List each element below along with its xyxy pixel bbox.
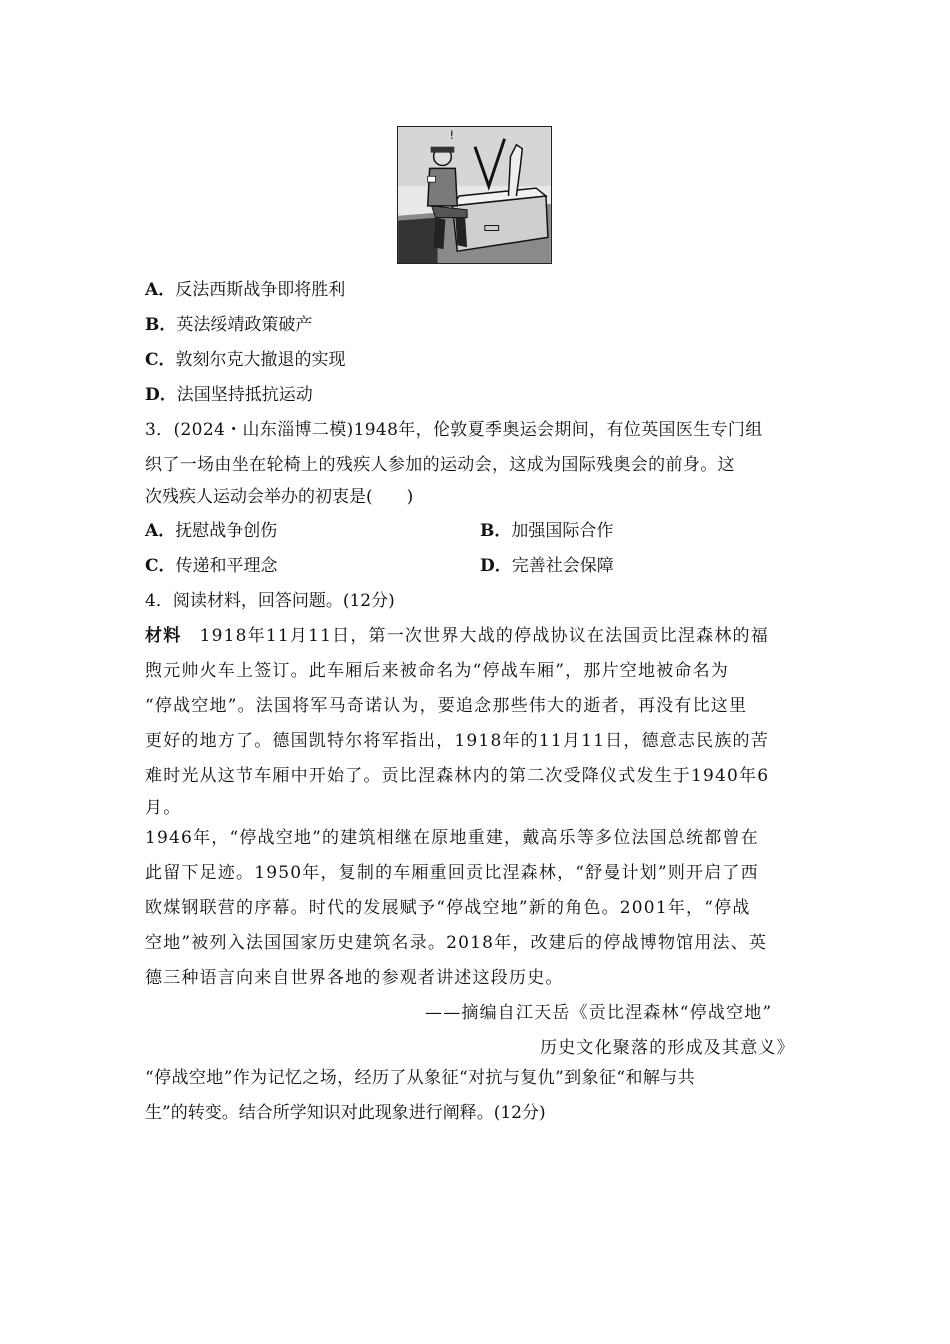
q2-option-b: B．英法绥靖政策破产 xyxy=(145,315,313,335)
material-line: 更好的地方了。德国凯特尔将军指出，1918年的11月11日，德意志民族的苦 xyxy=(145,731,769,751)
q4-question-line: “停战空地”作为记忆之场，经历了从象征“对抗与复仇”到象征“和解与共 xyxy=(145,1068,696,1088)
q4-question-line: 生”的转变。结合所学知识对此现象进行阐释。(12分) xyxy=(145,1103,546,1123)
q3-stem-line: 3．(2024・山东淄博二模)1948年，伦敦夏季奥运会期间，有位英国医生专门组 xyxy=(145,420,763,440)
q3-stem-line: 次残疾人运动会举办的初衷是( ) xyxy=(145,487,414,507)
cartoon-figure xyxy=(397,126,552,264)
q2-option-a: A．反法西斯战争即将胜利 xyxy=(145,280,346,300)
q3-option-d: D．完善社会保障 xyxy=(480,556,614,576)
q3-option-c: C．传递和平理念 xyxy=(145,556,278,576)
q3-stem-line: 织了一场由坐在轮椅上的残疾人参加的运动会，这成为国际残奥会的前身。这 xyxy=(145,455,735,475)
material-line: 欧煤钢联营的序幕。时代的发展赋予“停战空地”新的角色。2001年，“停战 xyxy=(145,898,751,918)
q2-option-c: C．敦刻尔克大撤退的实现 xyxy=(145,350,346,370)
material-line: 材料 1918年11月11日，第一次世界大战的停战协议在法国贡比涅森林的福 xyxy=(145,626,769,646)
material-line: “停战空地”。法国将军马奇诺认为，要追念那些伟大的逝者，再没有比这里 xyxy=(145,696,748,716)
material-line: 1946年，“停战空地”的建筑相继在原地重建，戴高乐等多位法国总统都曾在 xyxy=(145,828,759,848)
q2-option-d: D．法国坚持抵抗运动 xyxy=(145,385,313,405)
q3-option-a: A．抚慰战争创伤 xyxy=(145,521,278,541)
q3-option-b: B．加强国际合作 xyxy=(480,521,614,541)
material-line: 煦元帅火车上签订。此车厢后来被命名为“停战车厢”，那片空地被命名为 xyxy=(145,661,729,681)
source-citation-line: ——摘编自江天岳《贡比涅森林“停战空地” xyxy=(425,1003,773,1023)
material-line: 难时光从这节车厢中开始了。贡比涅森林内的第二次受降仪式发生于1940年6 xyxy=(145,766,770,786)
material-line: 月。 xyxy=(145,798,182,818)
q4-title: 4．阅读材料，回答问题。(12分) xyxy=(145,591,395,611)
source-citation-line: 历史文化聚落的形成及其意义》 xyxy=(540,1038,795,1058)
material-label: 材料 xyxy=(145,626,182,646)
material-line: 德三种语言向来自世界各地的参观者讲述这段历史。 xyxy=(145,968,564,988)
material-line: 空地”被列入法国国家历史建筑名录。2018年，改建后的停战博物馆用法、英 xyxy=(145,933,768,953)
cartoon-illustration xyxy=(398,127,551,263)
svg-text:!: ! xyxy=(449,127,455,142)
material-line: 此留下足迹。1950年，复制的车厢重回贡比涅森林，“舒曼计划”则开启了西 xyxy=(145,863,759,883)
